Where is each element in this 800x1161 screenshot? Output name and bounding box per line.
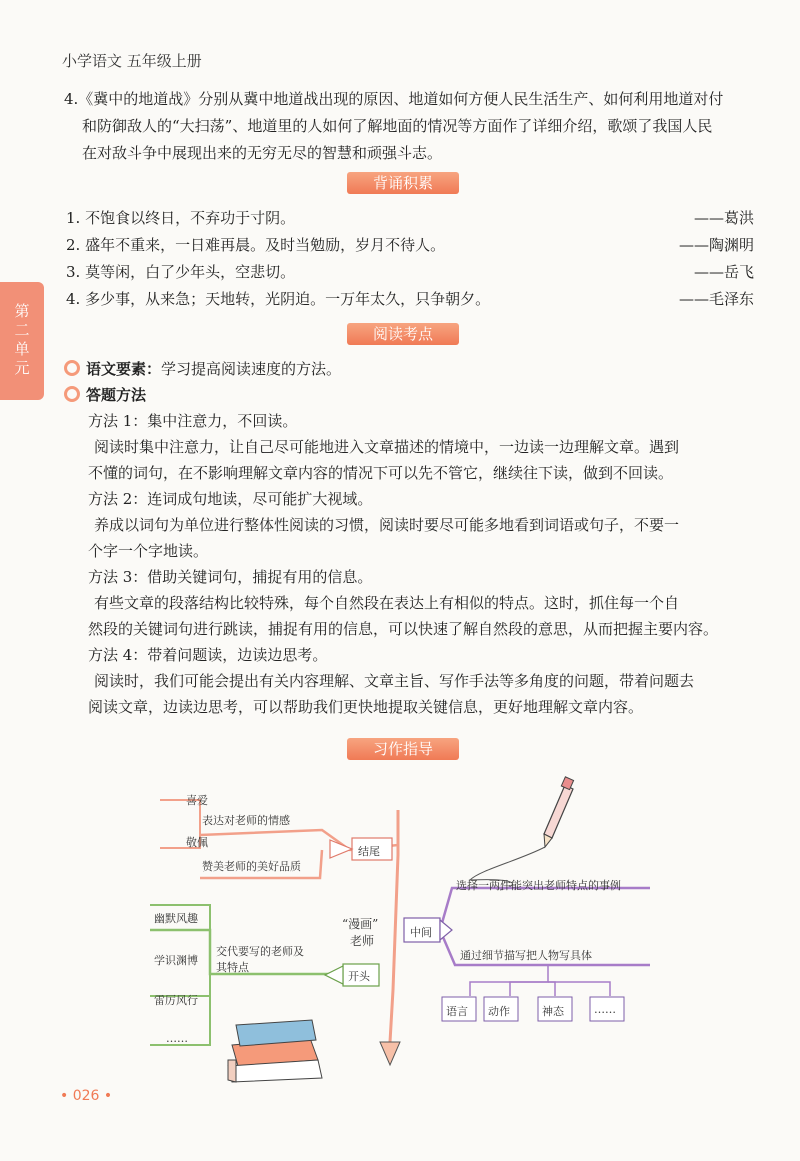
methods-block [88,408,768,720]
method-2-title: 方法 2：连词成句地读，尽可能扩大视域。 [88,490,373,508]
detail-action: 动作 [488,1005,510,1018]
opening-leaf-learned: 学识渊博 [154,954,198,967]
detail-expression: 神态 [542,1005,564,1018]
page-number: • 026 • [60,1088,113,1104]
mind-map-diagram [0,760,800,1090]
method-2-line-2: 个字一个字地读。 [88,542,209,560]
quote-2-author: ——陶渊明 [678,236,754,254]
section-title-reading: 阅读考点 [347,323,459,345]
center-title: “漫画” [342,917,379,931]
pencil-illustration [470,777,574,890]
quote-2: 2. 盛年不重来，一日难再晨。及时当勉励，岁月不待人。 [66,236,446,254]
opening-branch-line-2: 其特点 [216,961,249,974]
center-title-2: 老师 [350,934,375,948]
middle-node-label: 中间 [410,926,432,939]
method-4-line-2: 阅读文章，边读边思考，可以帮助我们更快地提取关键信息，更好地理解文章内容。 [88,698,644,716]
language-element-text: 学习提高阅读速度的方法。 [161,360,342,378]
intro-line-3: 在对敌斗争中展现出来的无穷无尽的智慧和顽强斗志。 [82,144,443,162]
quote-4: 4. 多少事，从来急；天地转，光阴迫。一万年太久，只争朝夕。 [66,290,491,308]
method-heading [64,384,146,405]
method-1-title: 方法 1：集中注意力，不回读。 [88,412,298,430]
method-2-line-1: 养成以词句为单位进行整体性阅读的习惯，阅读时要尽可能多地看到词语或句子，不要一 [94,516,680,534]
method-3-line-1: 有些文章的段落结构比较特殊，每个自然段在表达上有相似的特点。这时，抓住每一个自 [94,594,680,612]
method-4-line-1: 阅读时，我们可能会提出有关内容理解、文章主旨、写作手法等多角度的问题，带着问题去 [94,672,695,690]
ending-branch-praise: 赞美老师的美好品质 [202,860,301,873]
ending-leaf-love: 喜爱 [186,794,208,807]
section-title-recite: 背诵积累 [347,172,459,194]
books-illustration [228,1020,322,1082]
quote-3: 3. 莫等闲，白了少年头，空悲切。 [66,263,296,281]
ending-leaf-admire: 敬佩 [186,836,208,849]
method-heading-label: 答题方法 [86,386,147,404]
page-header: 小学语文 五年级上册 [62,52,202,70]
opening-leaf-humor: 幽默风趣 [154,912,198,925]
quote-1: 1. 不饱食以终日，不弃功于寸阴。 [66,209,296,227]
quote-1-author: ——葛洪 [693,209,754,227]
page-number-value: 026 [72,1088,100,1104]
unit-tab [0,282,44,400]
method-3-title: 方法 3：借助关键词句，捕捉有用的信息。 [88,568,373,586]
detail-etc: …… [594,1003,616,1016]
quote-3-author: ——岳飞 [693,263,754,281]
language-element [64,358,341,379]
method-1-line-2: 不懂的词句，在不影响理解文章内容的情况下可以先不管它，继续往下读，做到不回读。 [88,464,674,482]
section-title-writing: 习作指导 [347,738,459,760]
quote-4-author: ——毛泽东 [678,290,754,308]
bullet-circle-icon [64,386,80,402]
intro-line-1: 4.《冀中的地道战》分别从冀中地道战出现的原因、地道如何方便人民生活生产、如何利用地道对付 [64,90,724,108]
method-3-line-2: 然段的关键词句进行跳读，捕捉有用的信息，可以快速了解自然段的意思，从而把握主要内容。 [88,620,719,638]
method-4-title: 方法 4：带着问题读，边读边思考。 [88,646,328,664]
language-element-label: 语文要素： [86,360,162,378]
detail-speech: 语言 [446,1005,468,1018]
intro-line-2: 和防御敌人的“大扫荡”、地道里的人如何了解地面的情况等方面作了详细介绍，歌颂了我国人民 [82,117,713,135]
bullet-circle-icon [64,360,80,376]
ending-node-label: 结尾 [358,845,380,858]
ending-branch-emotion: 表达对老师的情感 [202,814,290,827]
unit-tab-label: 第二单元 [14,302,30,377]
middle-branch-detail: 通过细节描写把人物写具体 [460,949,592,962]
method-1-line-1: 阅读时集中注意力，让自己尽可能地进入文章描述的情境中，一边读一边理解文章。遇到 [94,438,680,456]
middle-branch-example: 选择一两件能突出老师特点的事例 [456,879,621,892]
intro-paragraph [64,86,774,167]
opening-leaf-decisive: 雷厉风行 [154,994,198,1007]
opening-branch-line-1: 交代要写的老师及 [216,945,304,958]
opening-node-label: 开头 [348,970,370,983]
opening-leaf-etc: …… [166,1032,188,1045]
